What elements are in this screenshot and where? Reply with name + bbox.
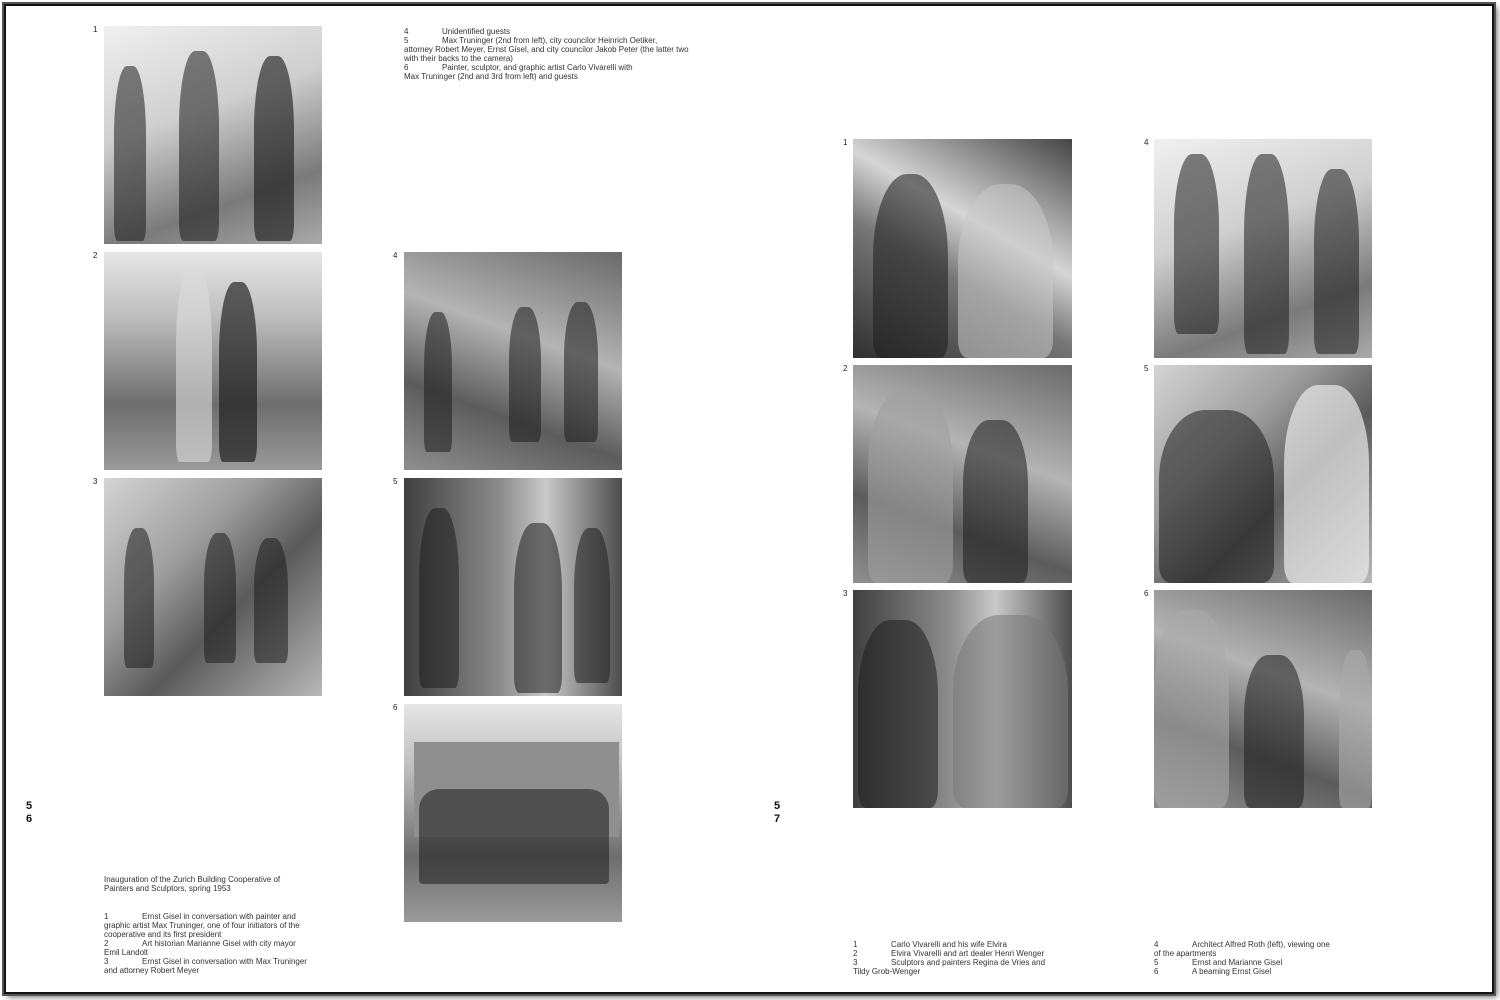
- caption-block-bottom-left: [104, 912, 326, 975]
- caption-text: Art historian Marianne Gisel with city mayor: [142, 939, 296, 948]
- photo-number: 5: [1144, 364, 1149, 373]
- caption-text: A beaming Ernst Gisel: [1192, 967, 1272, 976]
- caption-number: 6: [404, 63, 409, 72]
- caption-number: 5: [1154, 958, 1159, 967]
- page-number-left: [26, 800, 38, 826]
- photo-number: 3: [843, 589, 848, 598]
- caption-block-right-1: [853, 940, 1073, 976]
- photo-left-2: [104, 252, 322, 470]
- photo-right-5: [1154, 365, 1372, 583]
- caption-text-continued: graphic artist Max Truninger, one of four initiators of the cooperative and its first president: [104, 921, 300, 939]
- caption-number: 3: [853, 958, 858, 967]
- caption-text: Ernst Gisel in conversation with painter and: [142, 912, 296, 921]
- photo-right-6: [1154, 590, 1372, 808]
- photo-number: 3: [93, 477, 98, 486]
- caption-text: Sculptors and painters Regina de Vries and: [891, 958, 1046, 967]
- caption-text: Ernst and Marianne Gisel: [1192, 958, 1283, 967]
- caption-number: 2: [104, 939, 109, 948]
- photo-left-5: [404, 478, 622, 696]
- caption-text-continued: Emil Landolt: [104, 948, 149, 957]
- caption-text-continued: attorney Robert Meyer, Ernst Gisel, and city councilor Jakob Peter (the latter two with their backs to the camera): [404, 45, 689, 63]
- photo-number: 6: [1144, 589, 1149, 598]
- caption-number: 6: [1154, 967, 1159, 976]
- caption-text: Carlo Vivarelli and his wife Elvira: [891, 940, 1007, 949]
- caption-block-right-2: [1154, 940, 1374, 976]
- caption-text: Unidentified guests: [442, 27, 511, 36]
- caption-text: Elvira Vivarelli and art dealer Henri Wenger: [891, 949, 1045, 958]
- caption-number: 5: [404, 36, 409, 45]
- photo-number: 4: [1144, 138, 1149, 147]
- caption-text: Painter, sculptor, and graphic artist Carlo Vivarelli with: [442, 63, 633, 72]
- page-number-digit: 6: [26, 813, 33, 825]
- photo-right-1: [853, 139, 1072, 358]
- photo-number: 1: [93, 25, 98, 34]
- caption-block-top: [404, 27, 699, 81]
- caption-text: Ernst Gisel in conversation with Max Truninger: [142, 957, 307, 966]
- photo-number: 5: [393, 477, 398, 486]
- caption-number: 4: [1154, 940, 1159, 949]
- photo-right-3: [853, 590, 1072, 808]
- caption-number: 3: [104, 957, 109, 966]
- photo-number: 1: [843, 138, 848, 147]
- photo-number: 2: [93, 251, 98, 260]
- page-number-digit: 7: [774, 813, 781, 825]
- photo-left-6: [404, 704, 622, 922]
- caption-text-continued: and attorney Robert Meyer: [104, 966, 200, 975]
- page-number-right: [774, 800, 786, 826]
- caption-number: 1: [853, 940, 858, 949]
- photo-number: 2: [843, 364, 848, 373]
- photo-left-3: [104, 478, 322, 696]
- photo-right-4: [1154, 139, 1372, 358]
- page-number-digit: 5: [774, 800, 781, 812]
- caption-text: Architect Alfred Roth (left), viewing one: [1192, 940, 1330, 949]
- caption-number: 1: [104, 912, 109, 921]
- photo-number: 4: [393, 251, 398, 260]
- photo-number: 6: [393, 703, 398, 712]
- caption-text: Max Truninger (2nd from left), city councilor Heinrich Oetiker,: [442, 36, 658, 45]
- intro-text: Inauguration of the Zurich Building Cooperative of Painters and Sculptors, spring 1953: [104, 875, 281, 893]
- caption-text-continued: of the apartments: [1154, 949, 1217, 958]
- caption-text-continued: Tildy Grob-Wenger: [853, 967, 921, 976]
- page-number-digit: 5: [26, 800, 33, 812]
- photo-left-1: [104, 26, 322, 244]
- caption-text-continued: Max Truninger (2nd and 3rd from left) and guests: [404, 72, 578, 81]
- photo-left-4: [404, 252, 622, 470]
- caption-number: 2: [853, 949, 858, 958]
- caption-number: 4: [404, 27, 409, 36]
- photo-right-2: [853, 365, 1072, 583]
